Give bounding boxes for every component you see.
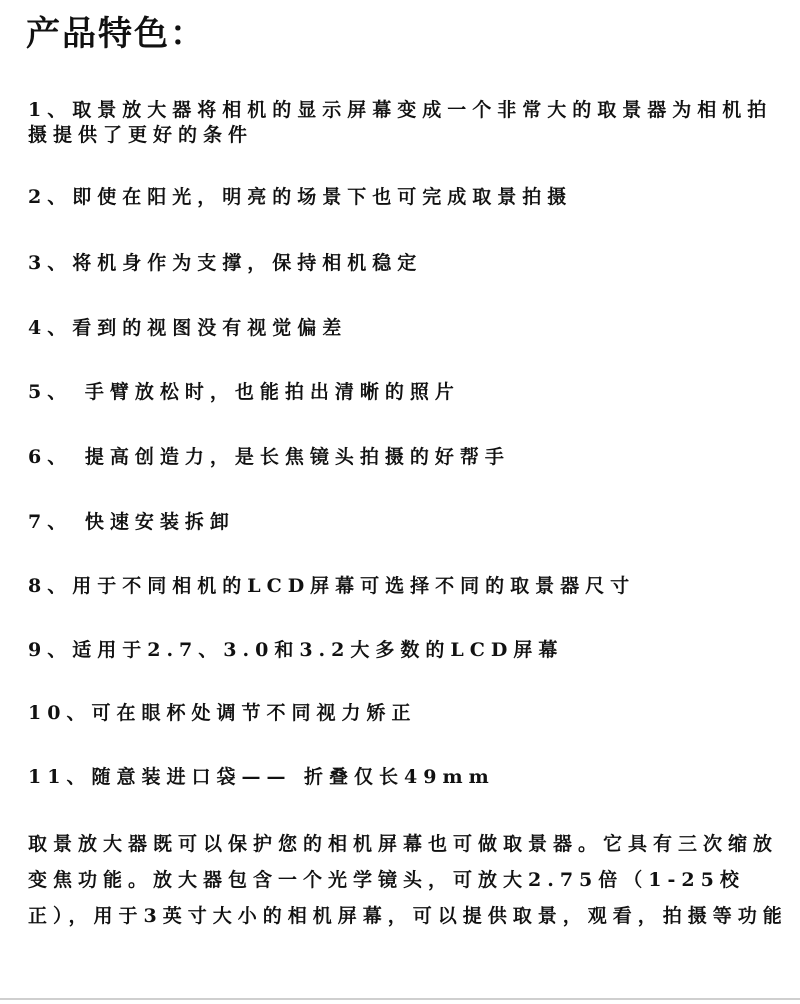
feature-item-3: 3、将机身作为支撑，保持相机稳定 <box>28 252 423 274</box>
page-title: 产品特色： <box>26 14 206 54</box>
feature-item-11: 11、随意装进口袋—— 折叠仅长49mm <box>28 766 495 788</box>
feature-item-4: 4、看到的视图没有视觉偏差 <box>28 317 348 339</box>
bottom-divider <box>0 998 800 1000</box>
feature-item-5: 5、 手臂放松时，也能拍出清晰的照片 <box>28 381 460 403</box>
feature-item-2: 2、即使在阳光，明亮的场景下也可完成取景拍摄 <box>28 186 573 208</box>
product-description: 取景放大器既可以保护您的相机屏幕也可做取景器。它具有三次缩放变焦功能。放大器包含一个光学镜头，可放大2.75倍（1-25校正），用于3英寸大小的相机屏幕，可以提供取景，观看，拍摄等功能 <box>28 833 788 927</box>
feature-item-8: 8、用于不同相机的LCD屏幕可选择不同的取景器尺寸 <box>28 575 636 597</box>
feature-item-9: 9、适用于2.7、3.0和3.2大多数的LCD屏幕 <box>28 639 564 661</box>
feature-item-7: 7、 快速安装拆卸 <box>28 511 235 533</box>
feature-item-10: 10、可在眼杯处调节不同视力矫正 <box>28 702 417 724</box>
feature-item-1: 1、取景放大器将相机的显示屏幕变成一个非常大的取景器为相机拍摄提供了更好的条件 <box>28 99 773 146</box>
feature-item-6: 6、 提高创造力，是长焦镜头拍摄的好帮手 <box>28 446 510 468</box>
